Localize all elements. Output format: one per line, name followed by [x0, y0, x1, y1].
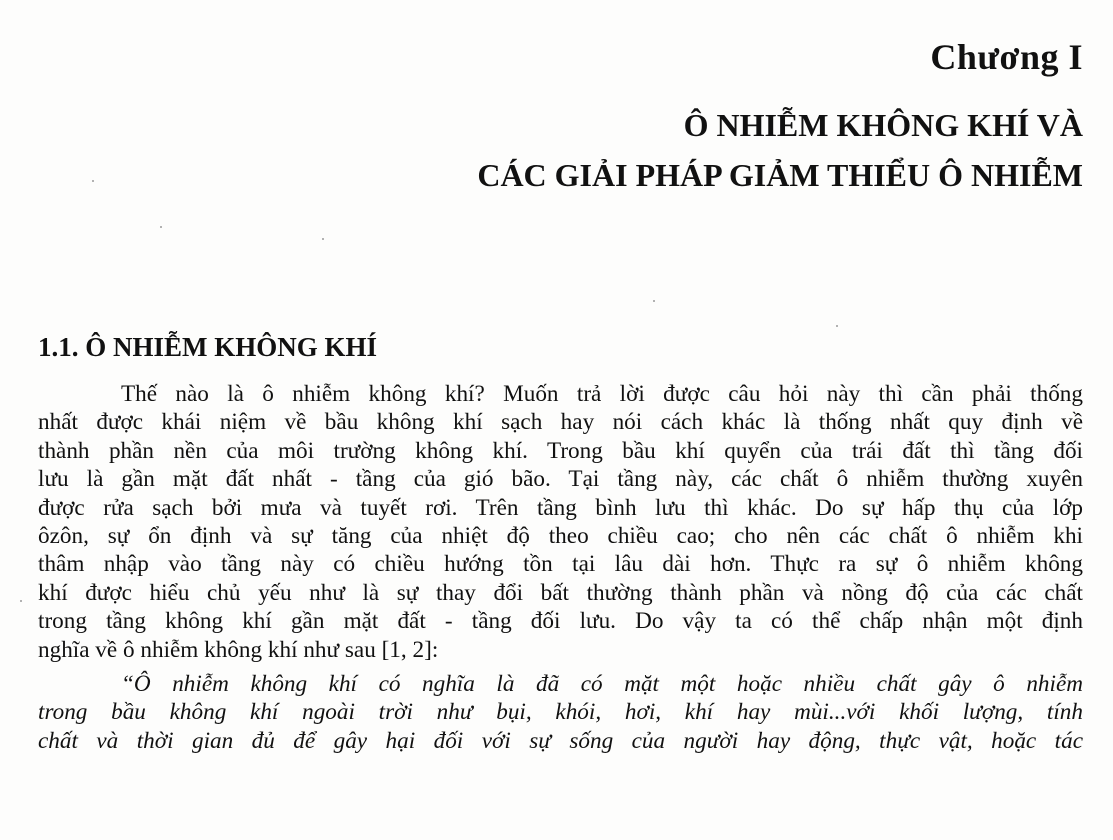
scan-speck [322, 238, 324, 240]
quote-paragraph [38, 670, 1083, 755]
scan-speck [92, 180, 94, 182]
paragraph-line: được rửa sạch bởi mưa và tuyết rơi. Trên tầng bình lưu thì khác. Do sự hấp thụ của lớp [38, 494, 1083, 521]
scan-speck [20, 600, 22, 602]
paragraph-line: nhất được khái niệm về bầu không khí sạch hay nói cách khác là thống nhất quy định về [38, 409, 1083, 436]
paragraph-line: trong tầng không khí gần mặt đất - tầng đối lưu. Do vậy ta có thể chấp nhận một định [38, 608, 1083, 635]
paragraph-line: nghĩa về ô nhiễm không khí như sau [1, 2]: [38, 636, 439, 663]
paragraph-line: thành phần nền của môi trường không khí. Trong bầu khí quyển của trái đất thì tầng đối [38, 437, 1083, 464]
chapter-title-line-2: CÁC GIẢI PHÁP GIẢM THIỂU Ô NHIỄM [477, 157, 1083, 193]
paragraph-line: khí được hiểu chủ yếu như là sự thay đổi bất thường thành phần và nồng độ của các chất [38, 579, 1083, 606]
quote-line: trong bầu không khí ngoài trời như bụi, khói, hơi, khí hay mùi...với khối lượng, tính [38, 699, 1083, 726]
paragraph-line: lưu là gần mặt đất nhất - tầng của gió bão. Tại tầng này, các chất ô nhiễm thường xuyên [38, 466, 1083, 493]
quote-line: chất và thời gian đủ để gây hại đối với sự sống của người hay động, thực vật, hoặc tác [38, 727, 1083, 754]
chapter-title [323, 100, 1083, 200]
chapter-title-line-1: Ô NHIỄM KHÔNG KHÍ VÀ [683, 107, 1083, 143]
paragraph-line: thâm nhập vào tầng này có chiều hướng tồn tại lâu dài hơn. Thực ra sự ô nhiễm không [38, 551, 1083, 578]
scan-speck [160, 226, 162, 228]
section-heading: 1.1. Ô NHIỄM KHÔNG KHÍ [38, 332, 378, 362]
quote-line: “Ô nhiễm không khí có nghĩa là đã có mặt một hoặc nhiều chất gây ô nhiễm [121, 671, 1083, 698]
chapter-label: Chương I [930, 37, 1083, 77]
paragraph-line: Thế nào là ô nhiễm không khí? Muốn trả lời được câu hỏi này thì cần phải thống [121, 381, 1083, 407]
scan-speck [836, 325, 838, 327]
paragraph-1 [38, 380, 1083, 664]
scan-speck [653, 300, 655, 302]
body-text [38, 380, 1083, 755]
paragraph-line: ôzôn, sự ổn định và sự tăng của nhiệt độ theo chiều cao; cho nên các chất ô nhiễm khi [38, 523, 1083, 550]
